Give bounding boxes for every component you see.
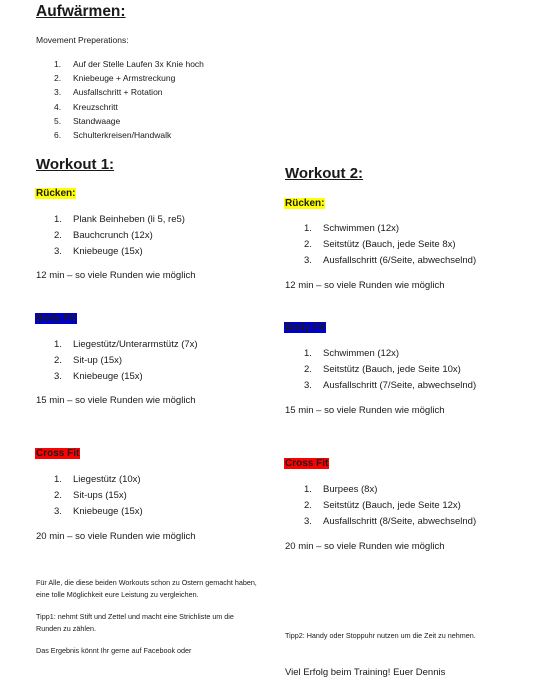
list-item: 3. Ausfallschritt (6/Seite, abwechselnd) [304,255,477,266]
workout2-bodyfit-note: 15 min – so viele Runden wie möglich [285,405,445,416]
footer-signoff: Viel Erfolg beim Training! Euer Dennis [285,667,446,678]
warmup-subtitle: Movement Preperations: [36,35,129,45]
list-item: 2. Seitstütz (Bauch, jede Seite 12x) [304,500,461,511]
list-item: 4. Kreuzschritt [54,101,118,112]
list-item: 2. Sit-ups (15x) [54,490,127,501]
list-item: 3. Kniebeuge (15x) [54,246,143,257]
workout1-title: Workout 1: [36,156,115,173]
section-label-ruecken: Rücken: [36,188,76,199]
list-item: 1. Plank Beinheben (li 5, re5) [54,214,185,225]
list-item: 2. Seitstütz (Bauch, jede Seite 10x) [304,364,461,375]
footer-paragraph: Für Alle, die diese beiden Workouts schon zu Ostern gemacht haben, eine tolle Möglichkeit eure Leistung zu vergleichen. [36,578,257,599]
section-label-cross-fit: Cross Fit [36,448,80,459]
list-item: 1. Liegestütz (10x) [54,474,141,485]
warmup-list [54,57,204,142]
section-label-body-fit: Body Fit [285,322,325,333]
list-item: 1. Auf der Stelle Laufen 3x Knie hoch [54,59,204,69]
footer-left [36,577,261,683]
list-item: 3. Ausfallschritt + Rotation [54,87,163,98]
list-item: 5. Standwaage [54,115,121,126]
workout1-ruecken-list [54,212,185,260]
list-item: 1. Schwimmen (12x) [304,223,400,234]
footer-paragraph: Das Ergebnis könnt Ihr gerne auf Facebook oder [36,646,192,655]
workout2-ruecken-list [304,221,476,269]
footer-paragraph: Tipp1: nehmt Stift und Zettel und macht eine Strichliste um die Runden zu zählen. [36,612,234,633]
list-item: 1. Liegestütz/Unterarmstütz (7x) [54,339,198,350]
section-label-ruecken: Rücken: [285,198,325,209]
warmup-title: Aufwärmen: [36,3,126,20]
section-label-body-fit: Body Fit [36,313,76,324]
list-item: 3. Ausfallschritt (8/Seite, abwechselnd) [304,516,477,527]
workout2-ruecken-note: 12 min – so viele Runden wie möglich [285,280,445,291]
list-item: 3. Ausfallschritt (7/Seite, abwechselnd) [304,380,477,391]
workout2-title: Workout 2: [285,165,364,182]
workout1-ruecken-note: 12 min – so viele Runden wie möglich [36,270,196,281]
footer-tip2: Tipp2: Handy oder Stoppuhr nutzen um die Zeit zu nehmen. [285,631,476,640]
workout1-bodyfit-list [54,337,198,385]
list-item: 2. Kniebeuge + Armstreckung [54,73,176,84]
workout2-crossfit-note: 20 min – so viele Runden wie möglich [285,541,445,552]
workout1-crossfit-note: 20 min – so viele Runden wie möglich [36,531,196,542]
section-label-cross-fit: Cross Fit [285,458,329,469]
list-item: 3. Kniebeuge (15x) [54,506,143,517]
list-item: 1. Schwimmen (12x) [304,348,400,359]
list-item: 6. Schulterkreisen/Handwalk [54,129,172,140]
workout2-crossfit-list [304,482,476,530]
list-item: 2. Sit-up (15x) [54,355,123,366]
list-item: 3. Kniebeuge (15x) [54,371,143,382]
list-item: 2. Seitstütz (Bauch, jede Seite 8x) [304,239,456,250]
workout2-bodyfit-list [304,346,476,394]
workout1-bodyfit-note: 15 min – so viele Runden wie möglich [36,395,196,406]
workout1-crossfit-list [54,472,143,520]
list-item: 2. Bauchcrunch (12x) [54,230,153,241]
list-item: 1. Burpees (8x) [304,484,378,495]
